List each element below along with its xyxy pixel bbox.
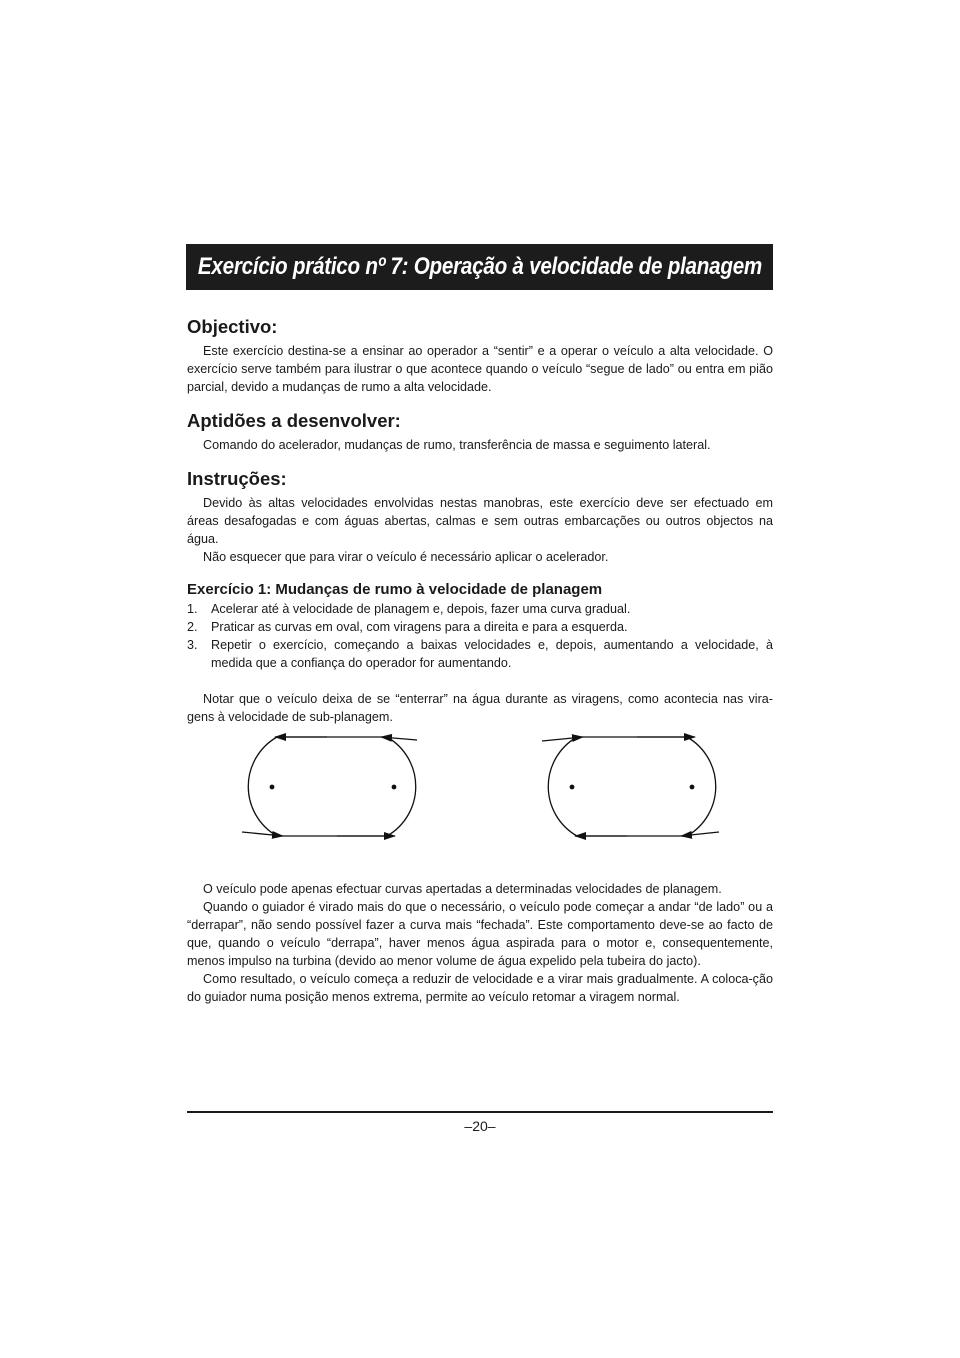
direction-arrow	[242, 832, 283, 836]
list-item	[187, 636, 773, 672]
step-number: 3.	[187, 638, 198, 652]
closing-paragraph-3: Como resultado, o veículo começa a reduzir de velocidade e a virar mais gradualmente. A coloca-ção do guiador numa posição menos extrema, permite ao veículo retomar a viragem normal.	[187, 972, 773, 1004]
objective-heading: Objectivo:	[187, 316, 278, 337]
closing-paragraph-1: O veículo pode apenas efectuar curvas apertadas a determinadas velocidades de planagem.	[203, 882, 722, 896]
title-banner	[186, 244, 773, 290]
main-content	[187, 306, 773, 726]
left-oval-diagram	[242, 737, 417, 836]
turn-buoy	[570, 785, 575, 790]
direction-arrow	[381, 737, 417, 740]
step-text: Acelerar até à velocidade de planagem e, depois, fazer uma curva gradual.	[211, 602, 631, 616]
list-item	[187, 618, 773, 636]
step-text: Repetir o exercício, começando a baixas velocidades e, depois, aumentando a velocidade, à medida que a confiança do operador for aumentando.	[211, 638, 773, 670]
turn-buoy	[270, 785, 275, 790]
page-title: Exercício prático nº 7: Operação à velocidade de planagem	[197, 253, 762, 280]
closing-content	[187, 880, 773, 1006]
step-number: 1.	[187, 602, 198, 616]
closing-paragraph-2: Quando o guiador é virado mais do que o necessário, o veículo pode começar a andar “de lado” ou a “derrapar”, não sendo possível fazer a curva mais “fechada”. Este comportamento deve-se ao facto de que, quando o veículo “derrapa”, haver menos água aspirada para o motor e, consequentemente, menos impulso na turbina (devido ao menor volume de água expelido pela tubeira do jacto).	[187, 900, 773, 968]
exercise-1-steps	[187, 600, 773, 672]
instructions-paragraph-1: Devido às altas velocidades envolvidas nestas manobras, este exercício deve ser efectuado em áreas desafogadas e com águas abertas, calmas e sem outras embarcações ou outros objectos na água.	[187, 496, 773, 546]
exercise-1-heading: Exercício 1: Mudanças de rumo à velocidade de planagem	[187, 581, 603, 598]
skills-heading: Aptidões a desenvolver:	[187, 410, 401, 431]
list-item	[187, 600, 773, 618]
step-text: Praticar as curvas em oval, com viragens para a direita e para a esquerda.	[211, 620, 628, 634]
turn-buoy	[690, 785, 695, 790]
exercise-1-note: Notar que o veículo deixa de se “enterrar” na água durante as viragens, como acontecia nas vira-gens à velocidade de sub-planagem.	[187, 692, 773, 724]
step-number: 2.	[187, 620, 198, 634]
turn-buoy	[392, 785, 397, 790]
right-oval-diagram	[542, 737, 719, 836]
instructions-paragraph-2: Não esquecer que para virar o veículo é necessário aplicar o acelerador.	[203, 550, 609, 564]
direction-arrow	[542, 737, 583, 741]
footer-divider	[187, 1111, 773, 1113]
skills-text: Comando do acelerador, mudanças de rumo, transferência de massa e seguimento lateral.	[203, 438, 711, 452]
page-number: –20–	[464, 1118, 496, 1134]
objective-text: Este exercício destina-se a ensinar ao operador a “sentir” e a operar o veículo a alta velocidade. O exercício serve também para ilustrar o que acontece quando o veículo “segue de lado” ou entra em pião parcial, devido a mudanças de rumo a alta velocidade.	[187, 344, 773, 394]
oval-course-diagrams	[187, 722, 773, 852]
instructions-heading: Instruções:	[187, 468, 287, 489]
direction-arrow	[681, 832, 719, 836]
